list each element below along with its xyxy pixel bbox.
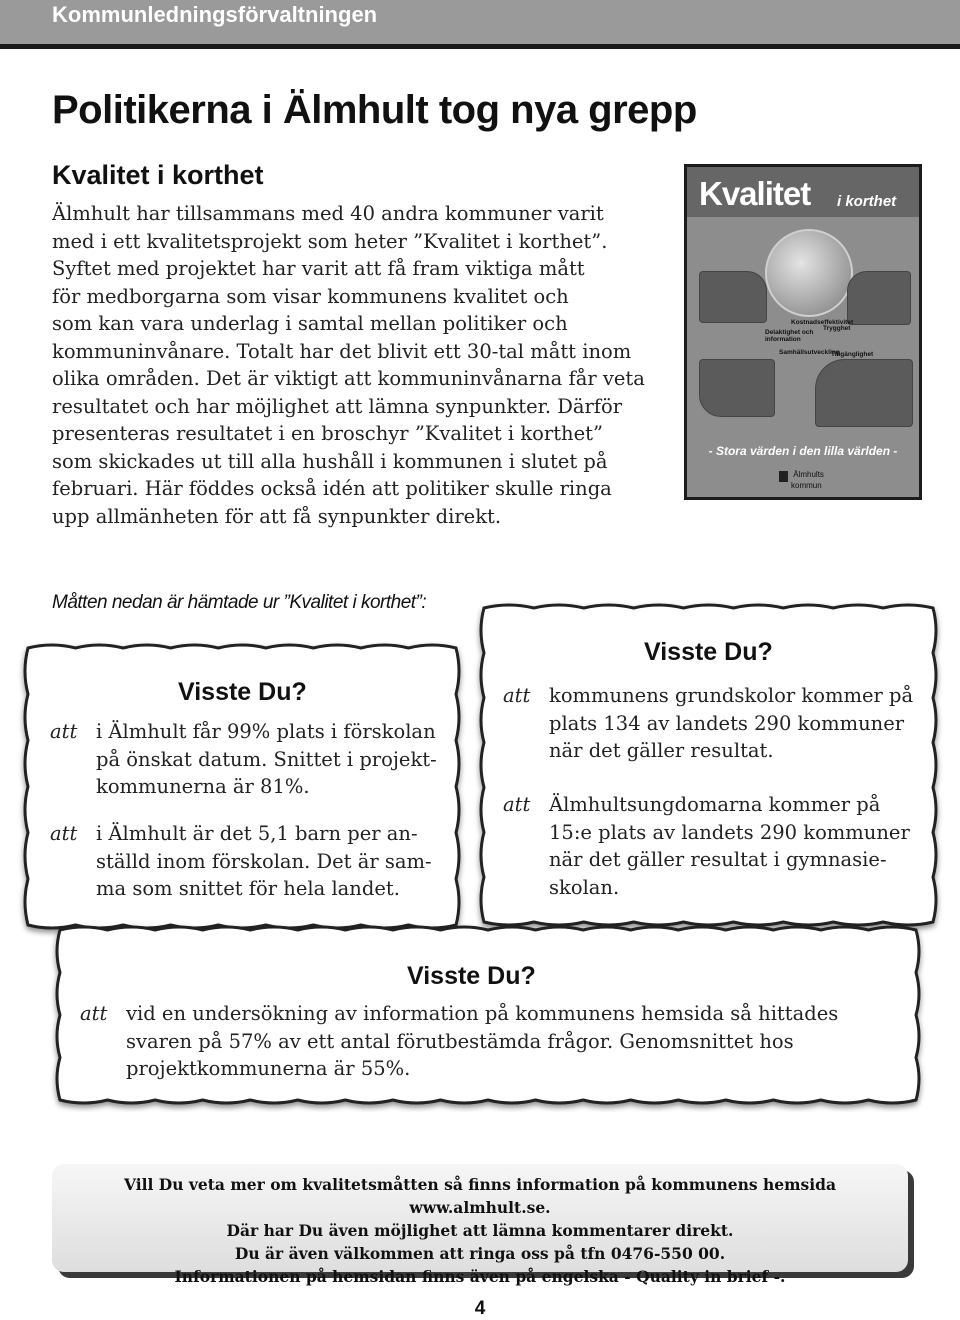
intro-line: olika områden. Det är viktigt att kommuninvånarna får veta [52,367,645,390]
brochure-logo-line: Älmhults [793,470,824,479]
info-line: Du är även välkommen att ringa oss på tfn 0476-550 00. [234,1244,726,1263]
intro-line: presenteras resultatet i en broschyr ”Kvalitet i korthet” [52,422,603,445]
intro-line: kommuninvånare. Totalt har det blivit ett 30-tal mått inom [52,339,632,363]
list-item [503,791,923,903]
item-line: när det gäller resultat i gymnasie- [549,848,887,871]
box-title: Visste Du? [644,638,773,666]
intro-line: för medborgarna som visar kommunens kvalitet och [52,284,569,308]
intro-line: Älmhult har tillsammans med 40 andra kommuner varit [52,202,604,225]
item-bullet: att [503,684,531,707]
brochure-subtitle: i korthet [837,193,897,210]
brochure-title: Kvalitet [699,175,811,212]
box-title: Visste Du? [178,678,307,706]
intro-line: Syftet med projektet har varit att få fram viktiga mått [52,257,585,280]
department-name: Kommunledningsförvaltningen [52,2,378,27]
intro-line: resultatet och har möjlighet att lämna synpunkter. Därför [52,394,623,418]
intro-line: med i ett kvalitetsprojekt som heter ”Kvalitet i korthet”. [52,229,608,253]
list-item [80,1000,880,1084]
item-line: Älmhultsungdomarna kommer på [549,793,881,816]
item-line: på önskat datum. Snittet i projekt- [96,747,437,771]
page-title: Politikerna i Älmhult tog nya grepp [52,88,697,132]
brochure-label: Trygghet [823,325,851,332]
list-item [503,682,923,766]
article-subtitle: Kvalitet i korthet [52,160,264,190]
item-line: i Älmhult är det 5,1 barn per an- [96,822,418,845]
list-item [50,718,450,802]
info-line: Där har Du även möjlighet att lämna kommentarer direkt. [226,1221,734,1240]
brochure-label: Delaktighet och information [765,329,814,343]
item-line: när det gäller resultat. [549,739,774,762]
measures-caption: Måtten nedan är hämtade ur ”Kvalitet i korthet”: [52,592,427,613]
info-line: Vill Du veta mer om kvalitetsmåtten så finns information på kommunens hemsida www.almhult.se. [123,1175,836,1217]
brochure-label: Tillgänglighet [831,351,874,358]
item-line: projektkommunerna är 55%. [126,1057,411,1080]
intro-line: upp allmänheten för att få synpunkter direkt. [52,504,502,528]
brochure-label: Kostnadseffektivitet [791,319,854,326]
list-item [50,820,450,904]
item-bullet: att [80,1002,108,1025]
intro-line: som skickades ut till alla hushåll i kommunen i slutet på [52,449,608,473]
item-line: ma som snittet för hela landet. [96,877,400,900]
item-line: kommunens grundskolor kommer på [549,684,914,707]
item-line: plats 134 av landets 290 kommuner [549,711,905,735]
item-line: kommunerna är 81%. [96,775,310,798]
page-number: 4 [474,1298,486,1319]
intro-line: som kan vara underlag i samtal mellan politiker och [52,312,568,335]
item-bullet: att [503,793,531,816]
box-title: Visste Du? [407,962,536,990]
item-line: skolan. [549,875,620,899]
item-line: vid en undersökning av information på kommunens hemsida så hittades [126,1002,839,1025]
info-box [52,1164,908,1286]
item-line: i Älmhult får 99% plats i förskolan [96,720,436,743]
brochure-label: Samhällsutveckling [779,349,840,356]
item-line: 15:e plats av landets 290 kommuner [549,820,910,844]
item-bullet: att [50,822,78,845]
info-line: Informationen på hemsidan finns även på engelska - Quality in brief -. [174,1267,786,1286]
item-bullet: att [50,720,78,743]
intro-line: februari. Här föddes också idén att politiker skulle ringa [52,477,612,500]
item-line: ställd inom förskolan. Det är sam- [96,849,432,873]
brochure-slogan: - Stora värden i den lilla världen - [708,444,898,458]
brochure-logo-line: kommun [791,481,822,490]
item-line: svaren på 57% av ett antal förutbestämda frågor. Genomsnittet hos [126,1029,794,1053]
